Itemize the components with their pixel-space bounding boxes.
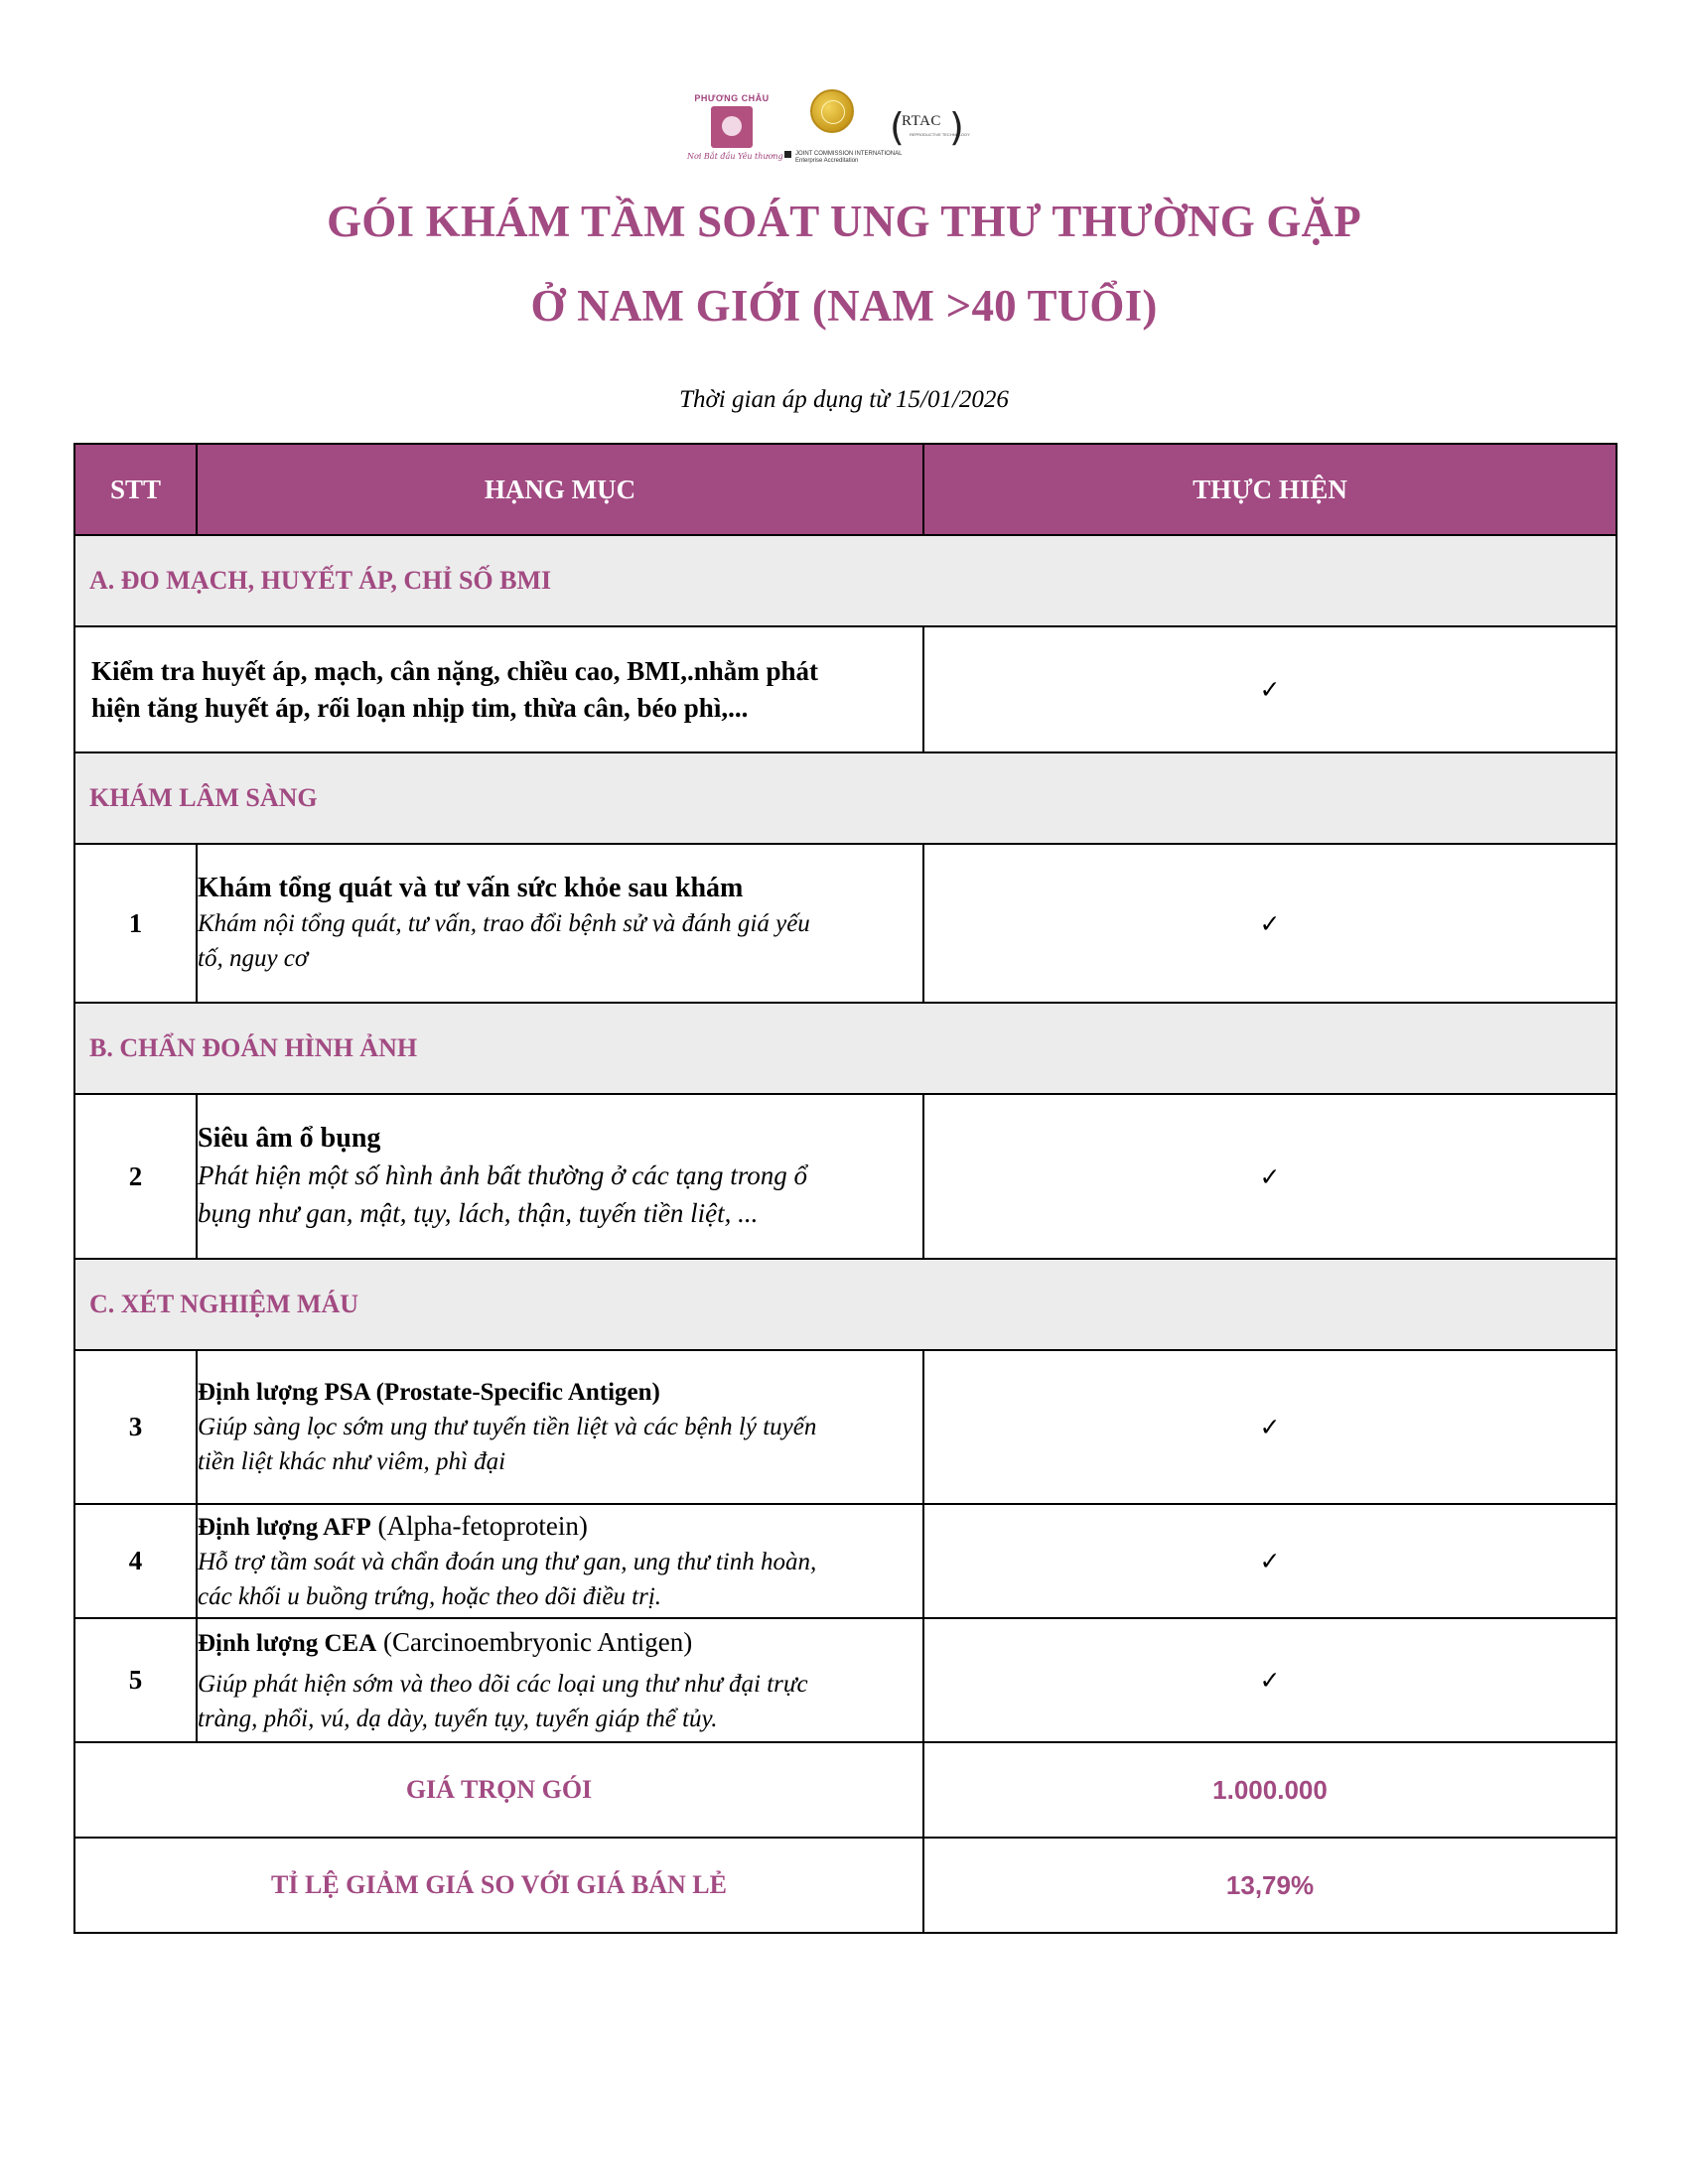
- vitals-desc: [74, 626, 923, 752]
- phuong-chau-logo: [687, 93, 783, 177]
- phuong-chau-brand-text: PHƯƠNG CHÂU: [694, 93, 770, 103]
- table-row: [74, 844, 1617, 1003]
- phuong-chau-slogan: Nơi Bắt đầu Yêu thương: [687, 152, 783, 161]
- row-number: 5: [74, 1618, 197, 1742]
- rtac-right-paren-icon: ): [949, 105, 964, 149]
- check-icon: ✓: [923, 1350, 1617, 1504]
- item-detail-line1: Khám nội tổng quát, tư vấn, trao đổi bệnh sử và đánh giá yếu: [198, 910, 810, 937]
- item-detail-line2: bụng như gan, mật, tụy, lách, thận, tuyến tiền liệt, ...: [198, 1198, 759, 1228]
- item-title: [198, 1625, 922, 1661]
- vitals-line1: Kiểm tra huyết áp, mạch, cân nặng, chiều cao, BMI,.nhằm phát: [91, 655, 819, 686]
- table-row: [74, 1350, 1617, 1504]
- logo-bar: [0, 89, 1688, 179]
- item-title: Định lượng PSA (Prostate-Specific Antigen): [198, 1378, 660, 1406]
- jci-gold-seal-icon: [810, 89, 854, 133]
- row-number: 2: [74, 1094, 197, 1259]
- item-desc: [197, 1350, 923, 1504]
- row-number: 1: [74, 844, 197, 1003]
- package-table: [73, 443, 1618, 1934]
- page-title-line2: Ở NAM GIỚI (NAM >40 TUỔI): [530, 281, 1158, 331]
- vitals-line2: hiện tăng huyết áp, rối loạn nhịp tim, thừa cân, béo phì,...: [91, 692, 749, 723]
- jci-logo: [780, 89, 903, 179]
- table-row: [74, 1094, 1617, 1259]
- item-title: Siêu âm ổ bụng: [198, 1123, 381, 1154]
- phuong-chau-emblem-icon: [711, 106, 753, 148]
- header-do: THỰC HIỆN: [923, 444, 1617, 535]
- jci-caption-line2: Enterprise Accreditation: [795, 158, 859, 164]
- section-b-label: B. CHẨN ĐOÁN HÌNH ẢNH: [74, 1003, 1617, 1094]
- row-number: 3: [74, 1350, 197, 1504]
- item-title: Khám tổng quát và tư vấn sức khỏe sau khám: [198, 873, 744, 903]
- item-desc: [197, 1094, 923, 1259]
- header-stt: STT: [74, 444, 197, 535]
- jci-mark-icon: [784, 151, 791, 158]
- discount-label: TỈ LỆ GIẢM GIÁ SO VỚI GIÁ BÁN LẺ: [74, 1838, 923, 1933]
- item-detail-line1: Giúp sàng lọc sớm ung thư tuyến tiền liệt và các bệnh lý tuyến: [198, 1413, 817, 1440]
- item-detail-line2: tiền liệt khác như viêm, phì đại: [198, 1447, 506, 1475]
- effective-date: Thời gian áp dụng từ 15/01/2026: [679, 386, 1009, 413]
- item-detail-line1: Phát hiện một số hình ảnh bất thường ở các tạng trong ổ: [198, 1160, 808, 1190]
- check-icon: ✓: [923, 626, 1617, 752]
- item-detail-line1: Hỗ trợ tầm soát và chẩn đoán ung thư gan, ung thư tinh hoàn,: [198, 1548, 817, 1575]
- item-title: [198, 1509, 922, 1545]
- table-row: [74, 1618, 1617, 1742]
- check-icon: ✓: [923, 1094, 1617, 1259]
- check-icon: ✓: [923, 1618, 1617, 1742]
- price-label: GIÁ TRỌN GÓI: [74, 1742, 923, 1838]
- rtac-text: RTAC: [902, 113, 941, 129]
- jci-caption: [784, 151, 902, 165]
- check-icon: ✓: [923, 844, 1617, 1003]
- item-title-bold: Định lượng AFP: [198, 1513, 371, 1541]
- table-header-row: [74, 444, 1617, 535]
- page-title-line1: GÓI KHÁM TẦM SOÁT UNG THƯ THƯỜNG GẶP: [327, 197, 1361, 246]
- section-row-b: [74, 1003, 1617, 1094]
- row-number: 4: [74, 1504, 197, 1618]
- price-value: 1.000.000: [923, 1742, 1617, 1838]
- item-detail-line2: tố, nguy cơ: [198, 945, 309, 972]
- jci-caption-line1: JOINT COMMISSION INTERNATIONAL: [795, 151, 903, 157]
- discount-row: [74, 1838, 1617, 1933]
- item-detail-line2: các khối u buồng trứng, hoặc theo dõi điều trị.: [198, 1582, 662, 1610]
- item-title-normal: (Alpha-fetoprotein): [370, 1510, 588, 1541]
- table-row: [74, 1504, 1617, 1618]
- price-row: [74, 1742, 1617, 1838]
- item-title-normal: (Carcinoembryonic Antigen): [376, 1626, 693, 1657]
- section-row-c: [74, 1259, 1617, 1350]
- discount-value: 13,79%: [923, 1838, 1617, 1933]
- item-desc: [197, 1504, 923, 1618]
- table-row-vitals: [74, 626, 1617, 752]
- section-row-clinical: [74, 752, 1617, 844]
- item-desc: [197, 1618, 923, 1742]
- rtac-caption: REPRODUCTIVE TECHNOLOGY: [910, 132, 970, 137]
- header-item: HẠNG MỤC: [197, 444, 923, 535]
- check-icon: ✓: [923, 1504, 1617, 1618]
- section-c-label: C. XÉT NGHIỆM MÁU: [74, 1259, 1617, 1350]
- rtac-left-paren-icon: (: [890, 105, 905, 149]
- item-desc: [197, 844, 923, 1003]
- section-row-a: [74, 535, 1617, 626]
- rtac-logo: [890, 107, 969, 151]
- section-clinical-label: KHÁM LÂM SÀNG: [74, 752, 1617, 844]
- section-a-label: A. ĐO MẠCH, HUYẾT ÁP, CHỈ SỐ BMI: [74, 535, 1617, 626]
- item-detail-line2: tràng, phổi, vú, dạ dày, tuyến tụy, tuyến giáp thể tủy.: [198, 1705, 718, 1732]
- item-detail-line1: Giúp phát hiện sớm và theo dõi các loại ung thư như đại trực: [198, 1670, 808, 1698]
- item-title-bold: Định lượng CEA: [198, 1629, 377, 1657]
